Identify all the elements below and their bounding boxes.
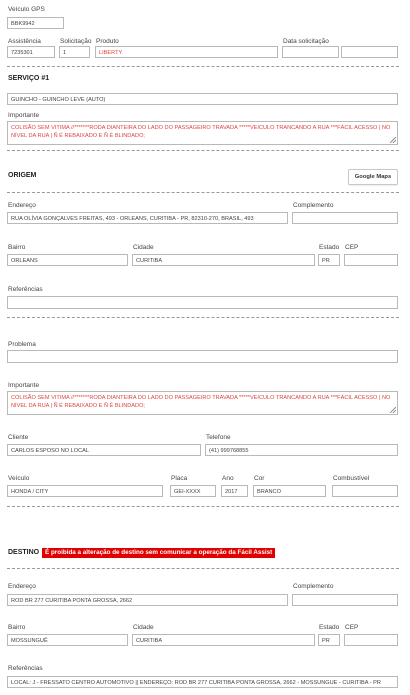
origem-endereco-label: Endereço	[8, 202, 36, 209]
telefone-label: Telefone	[206, 434, 231, 441]
origem-endereco-field[interactable]: RUA OLÍVIA GONÇALVES FREITAS, 493 - ORLEANS, CURITIBA - PR, 82310-270, BRASIL, 493	[7, 212, 288, 224]
servico-tipo-field[interactable]: GUINCHO - GUINCHO LEVE (AUTO)	[7, 93, 398, 105]
google-maps-button[interactable]: Google Maps	[348, 169, 398, 185]
destino-estado-label: Estado	[319, 624, 340, 631]
divider	[7, 506, 399, 507]
solicitacao-field[interactable]: 1	[59, 46, 90, 58]
destino-complemento-label: Complemento	[293, 583, 334, 590]
destino-referencias-field[interactable]: LOCAL: J - FRESSATO CENTRO AUTOMOTIVO || ENDEREÇO: ROD BR 277 CURITIBA PONTA GROSSA, 2662 - MOSSUNGUE - CURITIBA - PR	[7, 676, 398, 688]
destino-cidade-label: Cidade	[133, 624, 154, 631]
divider	[7, 66, 399, 67]
servico-importante-textarea[interactable]	[7, 121, 398, 145]
veiculo-gps-label: Veículo GPS	[8, 6, 45, 13]
veiculo-gps-field[interactable]: BBK9942	[7, 17, 64, 29]
divider	[7, 192, 399, 193]
assistencia-label: Assistência	[8, 38, 41, 45]
destino-bairro-label: Bairro	[8, 624, 26, 631]
divider	[7, 568, 399, 569]
cliente-label: Cliente	[8, 434, 29, 441]
destino-endereco-field[interactable]: ROD BR 277 CURITIBA PONTA GROSSA, 2662	[7, 594, 288, 606]
divider	[7, 317, 399, 318]
placa-label: Placa	[171, 475, 188, 482]
servico-importante-text: COLISÃO SEM VITIMA //*******RODA DIANTEIRA DO LADO DO PASSAGEIRO TRAVADA *****VEICULO TRANCANDO A RUA ***FÁCIL ACESSO | NO NÍVEL DA RUA | Ñ É REBAIXADO E Ñ É BLINDADO;	[11, 125, 391, 139]
destino-bairro-field[interactable]: MOSSUNGUÊ	[7, 634, 128, 646]
destino-title: DESTINO	[8, 549, 40, 556]
veiculo-field[interactable]: HONDA / CITY	[7, 485, 163, 497]
telefone-field[interactable]: (41) 999768855	[205, 444, 398, 456]
data-solicitacao-label: Data solicitação	[283, 38, 329, 45]
importante-textarea[interactable]	[7, 391, 398, 415]
servico-title: SERVIÇO #1	[8, 75, 50, 82]
origem-bairro-label: Bairro	[8, 244, 26, 251]
destino-referencias-label: Referências	[8, 665, 43, 672]
veiculo-label: Veículo	[8, 475, 30, 482]
origem-referencias-field[interactable]	[7, 296, 398, 309]
combustivel-field[interactable]	[332, 485, 398, 497]
origem-estado-field[interactable]: PR	[318, 254, 340, 266]
destino-cep-field[interactable]	[344, 634, 398, 646]
produto-field[interactable]: LIBERTY	[95, 46, 278, 58]
data-solicitacao-time-field[interactable]	[341, 46, 398, 58]
combustivel-label: Combustível	[333, 475, 370, 482]
cor-label: Cor	[254, 475, 265, 482]
problema-label: Problema	[8, 341, 36, 348]
destino-cidade-field[interactable]: CURITIBA	[132, 634, 315, 646]
ano-label: Ano	[222, 475, 234, 482]
data-solicitacao-date-field[interactable]	[282, 46, 339, 58]
origem-referencias-label: Referências	[8, 286, 43, 293]
destino-cep-label: CEP	[345, 624, 359, 631]
importante-label: Importante	[8, 382, 40, 389]
cor-field[interactable]: BRANCO	[253, 485, 326, 497]
destino-endereco-label: Endereço	[8, 583, 36, 590]
solicitacao-label: Solicitação	[60, 38, 92, 45]
destino-estado-field[interactable]: PR	[318, 634, 340, 646]
resize-grip-icon[interactable]	[390, 137, 396, 143]
produto-label: Produto	[96, 38, 119, 45]
destino-complemento-field[interactable]	[292, 594, 398, 606]
origem-title: ORIGEM	[8, 172, 37, 179]
origem-bairro-field[interactable]: ORLEANS	[7, 254, 128, 266]
origem-cidade-field[interactable]: CURITIBA	[132, 254, 315, 266]
servico-importante-label: Importante	[8, 112, 40, 119]
ano-field[interactable]: 2017	[221, 485, 248, 497]
origem-cidade-label: Cidade	[133, 244, 154, 251]
divider	[7, 150, 399, 151]
origem-cep-field[interactable]	[344, 254, 398, 266]
assistencia-field[interactable]: 7235301	[7, 46, 55, 58]
problema-field[interactable]	[7, 350, 398, 363]
origem-cep-label: CEP	[345, 244, 359, 251]
cliente-field[interactable]: CARLOS ESPOSO NO LOCAL	[7, 444, 201, 456]
placa-field[interactable]: GEI-XXXX	[170, 485, 216, 497]
origem-estado-label: Estado	[319, 244, 340, 251]
origem-complemento-field[interactable]	[292, 212, 398, 224]
resize-grip-icon[interactable]	[390, 407, 396, 413]
origem-complemento-label: Complemento	[293, 202, 334, 209]
importante-text: COLISÃO SEM VITIMA //*******RODA DIANTEIRA DO LADO DO PASSAGEIRO TRAVADA *****VEICULO TRANCANDO A RUA ***FÁCIL ACESSO | NO NÍVEL DA RUA | Ñ É REBAIXADO E Ñ É BLINDADO;	[11, 395, 391, 409]
destino-warning-badge: É proibida a alteração de destino sem comunicar a operação da Fácil Assist	[42, 548, 275, 558]
